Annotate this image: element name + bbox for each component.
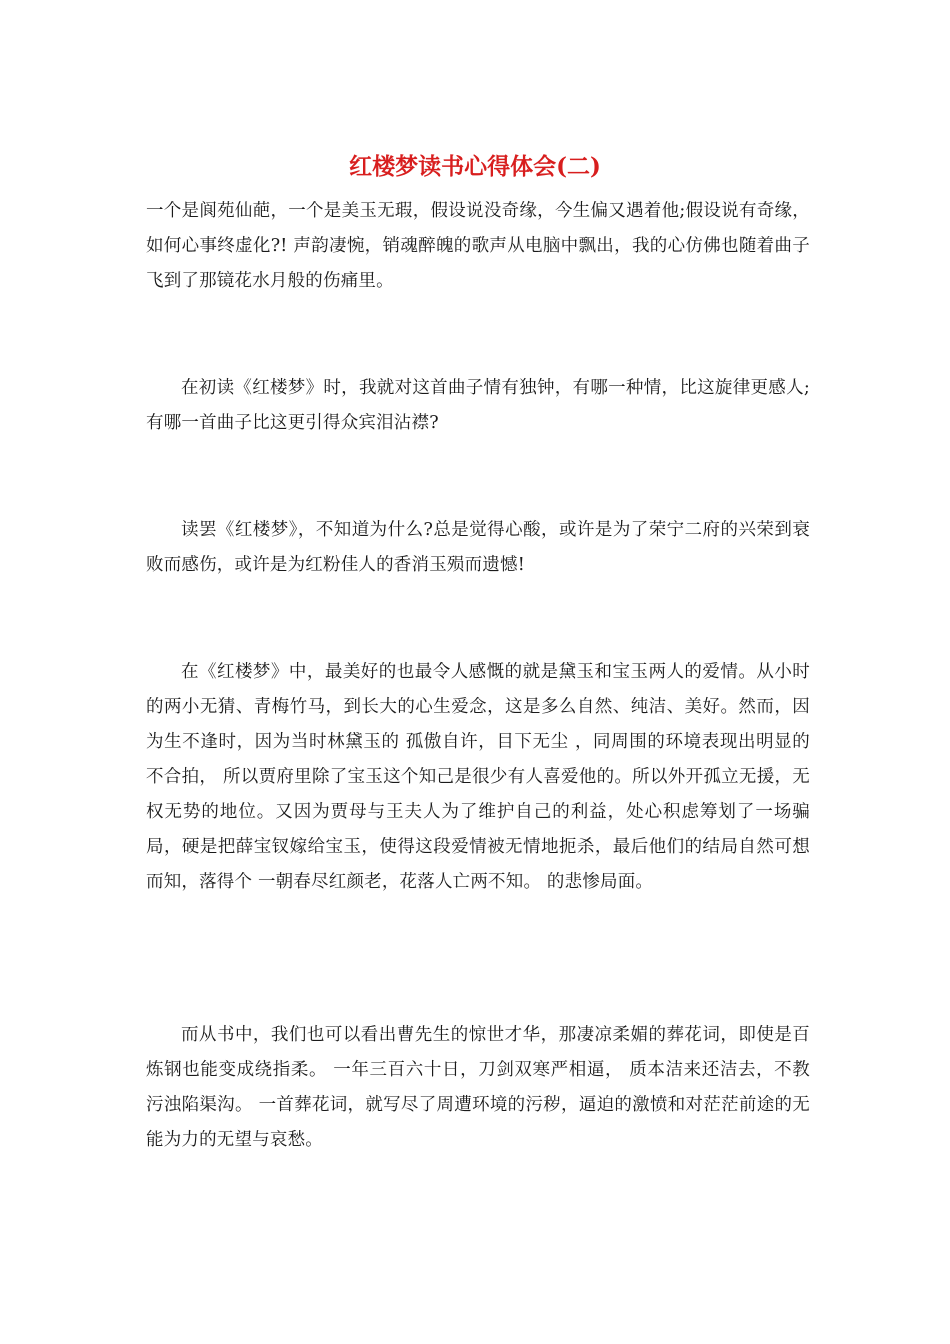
paragraph-intro: 一个是阆苑仙葩，一个是美玉无瑕，假设说没奇缘，今生偏又遇着他;假设说有奇缘，如何心事终虚化?! 声韵凄惋，销魂醉魄的歌声从电脑中飘出，我的心仿佛也随着曲子飞到了那镜花水月般的伤痛里。 bbox=[146, 201, 810, 291]
paragraph-first-reading: 在初读《红楼梦》时，我就对这首曲子情有独钟，有哪一种情，比这旋律更感人;有哪一首曲子比这更引得众宾泪沾襟? bbox=[146, 378, 810, 433]
paragraph-burial-poem: 而从书中，我们也可以看出曹先生的惊世才华，那凄凉柔媚的葬花词，即使是百炼钢也能变成绕指柔。 一年三百六十日，刀剑双寒严相逼， 质本洁来还洁去，不教污浊陷渠沟。 一首葬花词，就写尽了周遭环境的污秽，逼迫的激愤和对茫茫前途的无能为力的无望与哀愁。 bbox=[146, 1025, 810, 1150]
paragraph-love-story: 在《红楼梦》中，最美好的也最令人感慨的就是黛玉和宝玉两人的爱情。从小时的两小无猜、青梅竹马，到长大的心生爱念，这是多么自然、纯洁、美好。然而，因为生不逢时，因为当时林黛玉的 孤傲自许，目下无尘 ，同周围的环境表现出明显的不合拍， 所以贾府里除了宝玉这个知己是很少有人喜爱他的。所以外开孤立无援，无权无势的地位。又因为贾母与王夫人为了维护自己的利益，处心积虑筹划了一场骗局，硬是把薛宝钗嫁给宝玉，使得这段爱情被无情地扼杀，最后他们的结局自然可想而知，落得个 一朝春尽红颜老，花落人亡两不知。 的悲惨局面。 bbox=[146, 662, 810, 892]
paragraph-after-reading: 读罢《红楼梦》，不知道为什么?总是觉得心酸，或许是为了荣宁二府的兴荣到衰败而感伤，或许是为红粉佳人的香消玉殒而遗憾! bbox=[146, 520, 810, 575]
document-title: 红楼梦读书心得体会(二) bbox=[349, 153, 601, 180]
